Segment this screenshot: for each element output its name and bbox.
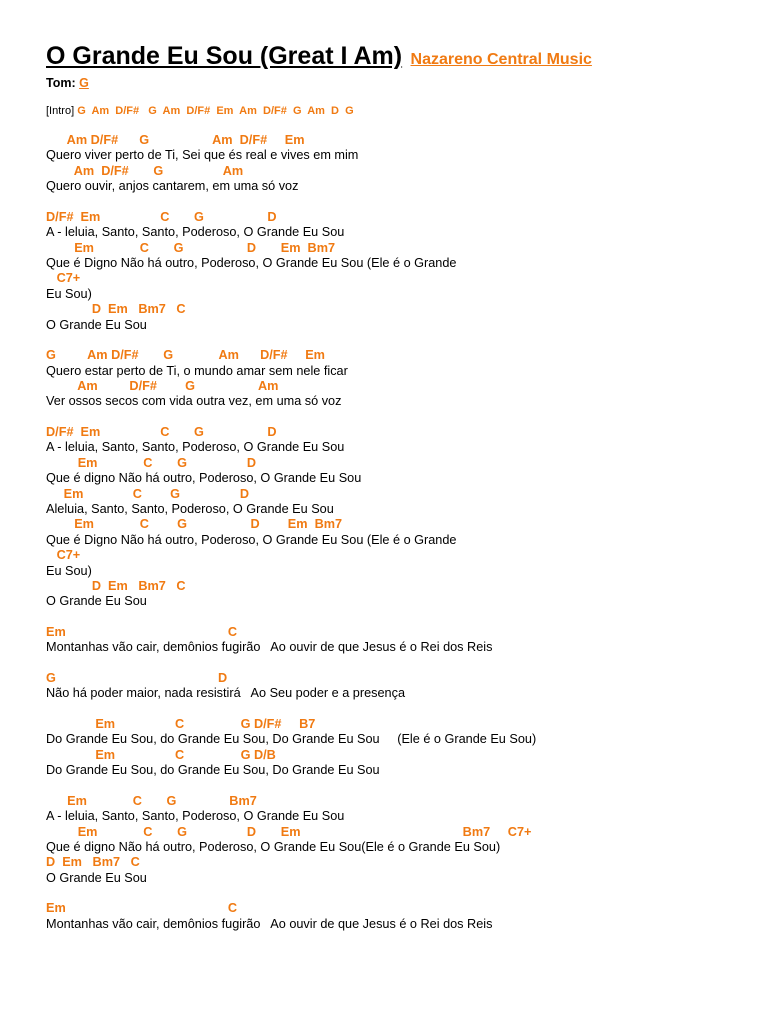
lyric-line: Não há poder maior, nada resistirá Ao Seu poder e a presença	[46, 686, 405, 701]
chord-line: Am D/F# G Am	[46, 379, 279, 393]
lyric-line: A - leluia, Santo, Santo, Poderoso, O Grande Eu Sou	[46, 225, 345, 240]
chord-line: D/F# Em C G D	[46, 425, 277, 439]
chord-line: D Em Bm7 C	[46, 579, 186, 593]
lyric-line: Quero estar perto de Ti, o mundo amar sem nele ficar	[46, 363, 348, 378]
chord-line: C7+	[46, 548, 81, 563]
lyric-line: Montanhas vão cair, demônios fugirão Ao ouvir de que Jesus é o Rei dos Reis	[46, 640, 493, 655]
header	[46, 42, 592, 71]
chord-line: Em C G D/B	[46, 747, 276, 762]
song-title: O Grande Eu Sou (Great I Am)	[46, 42, 403, 70]
lyric-line: Que é Digno Não há outro, Poderoso, O Grande Eu Sou (Ele é o Grande	[46, 532, 457, 547]
chord-line: Am D/F# G Am	[46, 163, 244, 178]
lyric-line: Do Grande Eu Sou, do Grande Eu Sou, Do Grande Eu Sou (Ele é o Grande Eu Sou)	[46, 732, 537, 747]
lyric-line: Aleluia, Santo, Santo, Poderoso, O Grande Eu Sou	[46, 502, 334, 516]
lyric-line: A - leluia, Santo, Santo, Poderoso, O Grande Eu Sou	[46, 440, 345, 455]
chord-line: G D	[46, 671, 228, 685]
chord-line: D Em Bm7 C	[46, 855, 140, 870]
lyric-line: Que é digno Não há outro, Poderoso, O Grande Eu Sou	[46, 471, 362, 486]
intro-chords: G Am D/F# G Am D/F# Em Am D/F# G Am D G	[77, 105, 354, 117]
chord-line: Em C	[46, 625, 238, 639]
lyric-line: Ver ossos secos com vida outra vez, em uma só voz	[46, 394, 342, 409]
chord-line: Em C G D	[46, 486, 250, 501]
chord-line: Em C G D	[46, 455, 257, 470]
lyric-line: A - leluia, Santo, Santo, Poderoso, O Grande Eu Sou	[46, 809, 345, 824]
key-value-link[interactable]: G	[79, 76, 89, 90]
lyric-line: O Grande Eu Sou	[46, 594, 147, 609]
chord-line: Em C G D Em Bm7	[46, 240, 336, 255]
key-line	[46, 76, 89, 90]
chord-line: Em C G D Em Bm7	[46, 517, 343, 532]
lyric-line: O Grande Eu Sou	[46, 870, 147, 885]
artist-link[interactable]: Nazareno Central Music	[410, 51, 592, 68]
lyric-line: Do Grande Eu Sou, do Grande Eu Sou, Do Grande Eu Sou	[46, 763, 380, 778]
chord-line: Em C G Bm7	[46, 793, 257, 808]
chord-line: Am D/F# G Am D/F# Em	[46, 133, 305, 147]
lyric-line: Que é Digno Não há outro, Poderoso, O Grande Eu Sou (Ele é o Grande	[46, 256, 457, 270]
chord-line: Em C G D Em Bm7 C7+	[46, 824, 532, 839]
lyric-line: Eu Sou)	[46, 563, 92, 578]
lyric-line: Eu Sou)	[46, 286, 92, 301]
chord-line: G Am D/F# G Am D/F# Em	[46, 348, 325, 363]
lyric-line: Montanhas vão cair, demônios fugirão Ao ouvir de que Jesus é o Rei dos Reis	[46, 916, 493, 931]
key-label: Tom:	[46, 76, 76, 90]
chord-line: D Em Bm7 C	[46, 302, 186, 317]
chord-line: Em C	[46, 901, 238, 916]
lyric-line: Quero viver perto de Ti, Sei que és real e vives em mim	[46, 148, 359, 163]
chord-line: D/F# Em C G D	[46, 209, 277, 224]
chord-line: C7+	[46, 271, 81, 286]
lyric-line: O Grande Eu Sou	[46, 317, 147, 332]
chord-line: Em C G D/F# B7	[46, 717, 316, 731]
lyric-line: Que é digno Não há outro, Poderoso, O Grande Eu Sou(Ele é o Grande Eu Sou)	[46, 840, 501, 854]
lyric-line: Quero ouvir, anjos cantarem, em uma só voz	[46, 179, 299, 194]
intro-label: [Intro]	[46, 105, 75, 117]
intro-line	[46, 105, 354, 117]
